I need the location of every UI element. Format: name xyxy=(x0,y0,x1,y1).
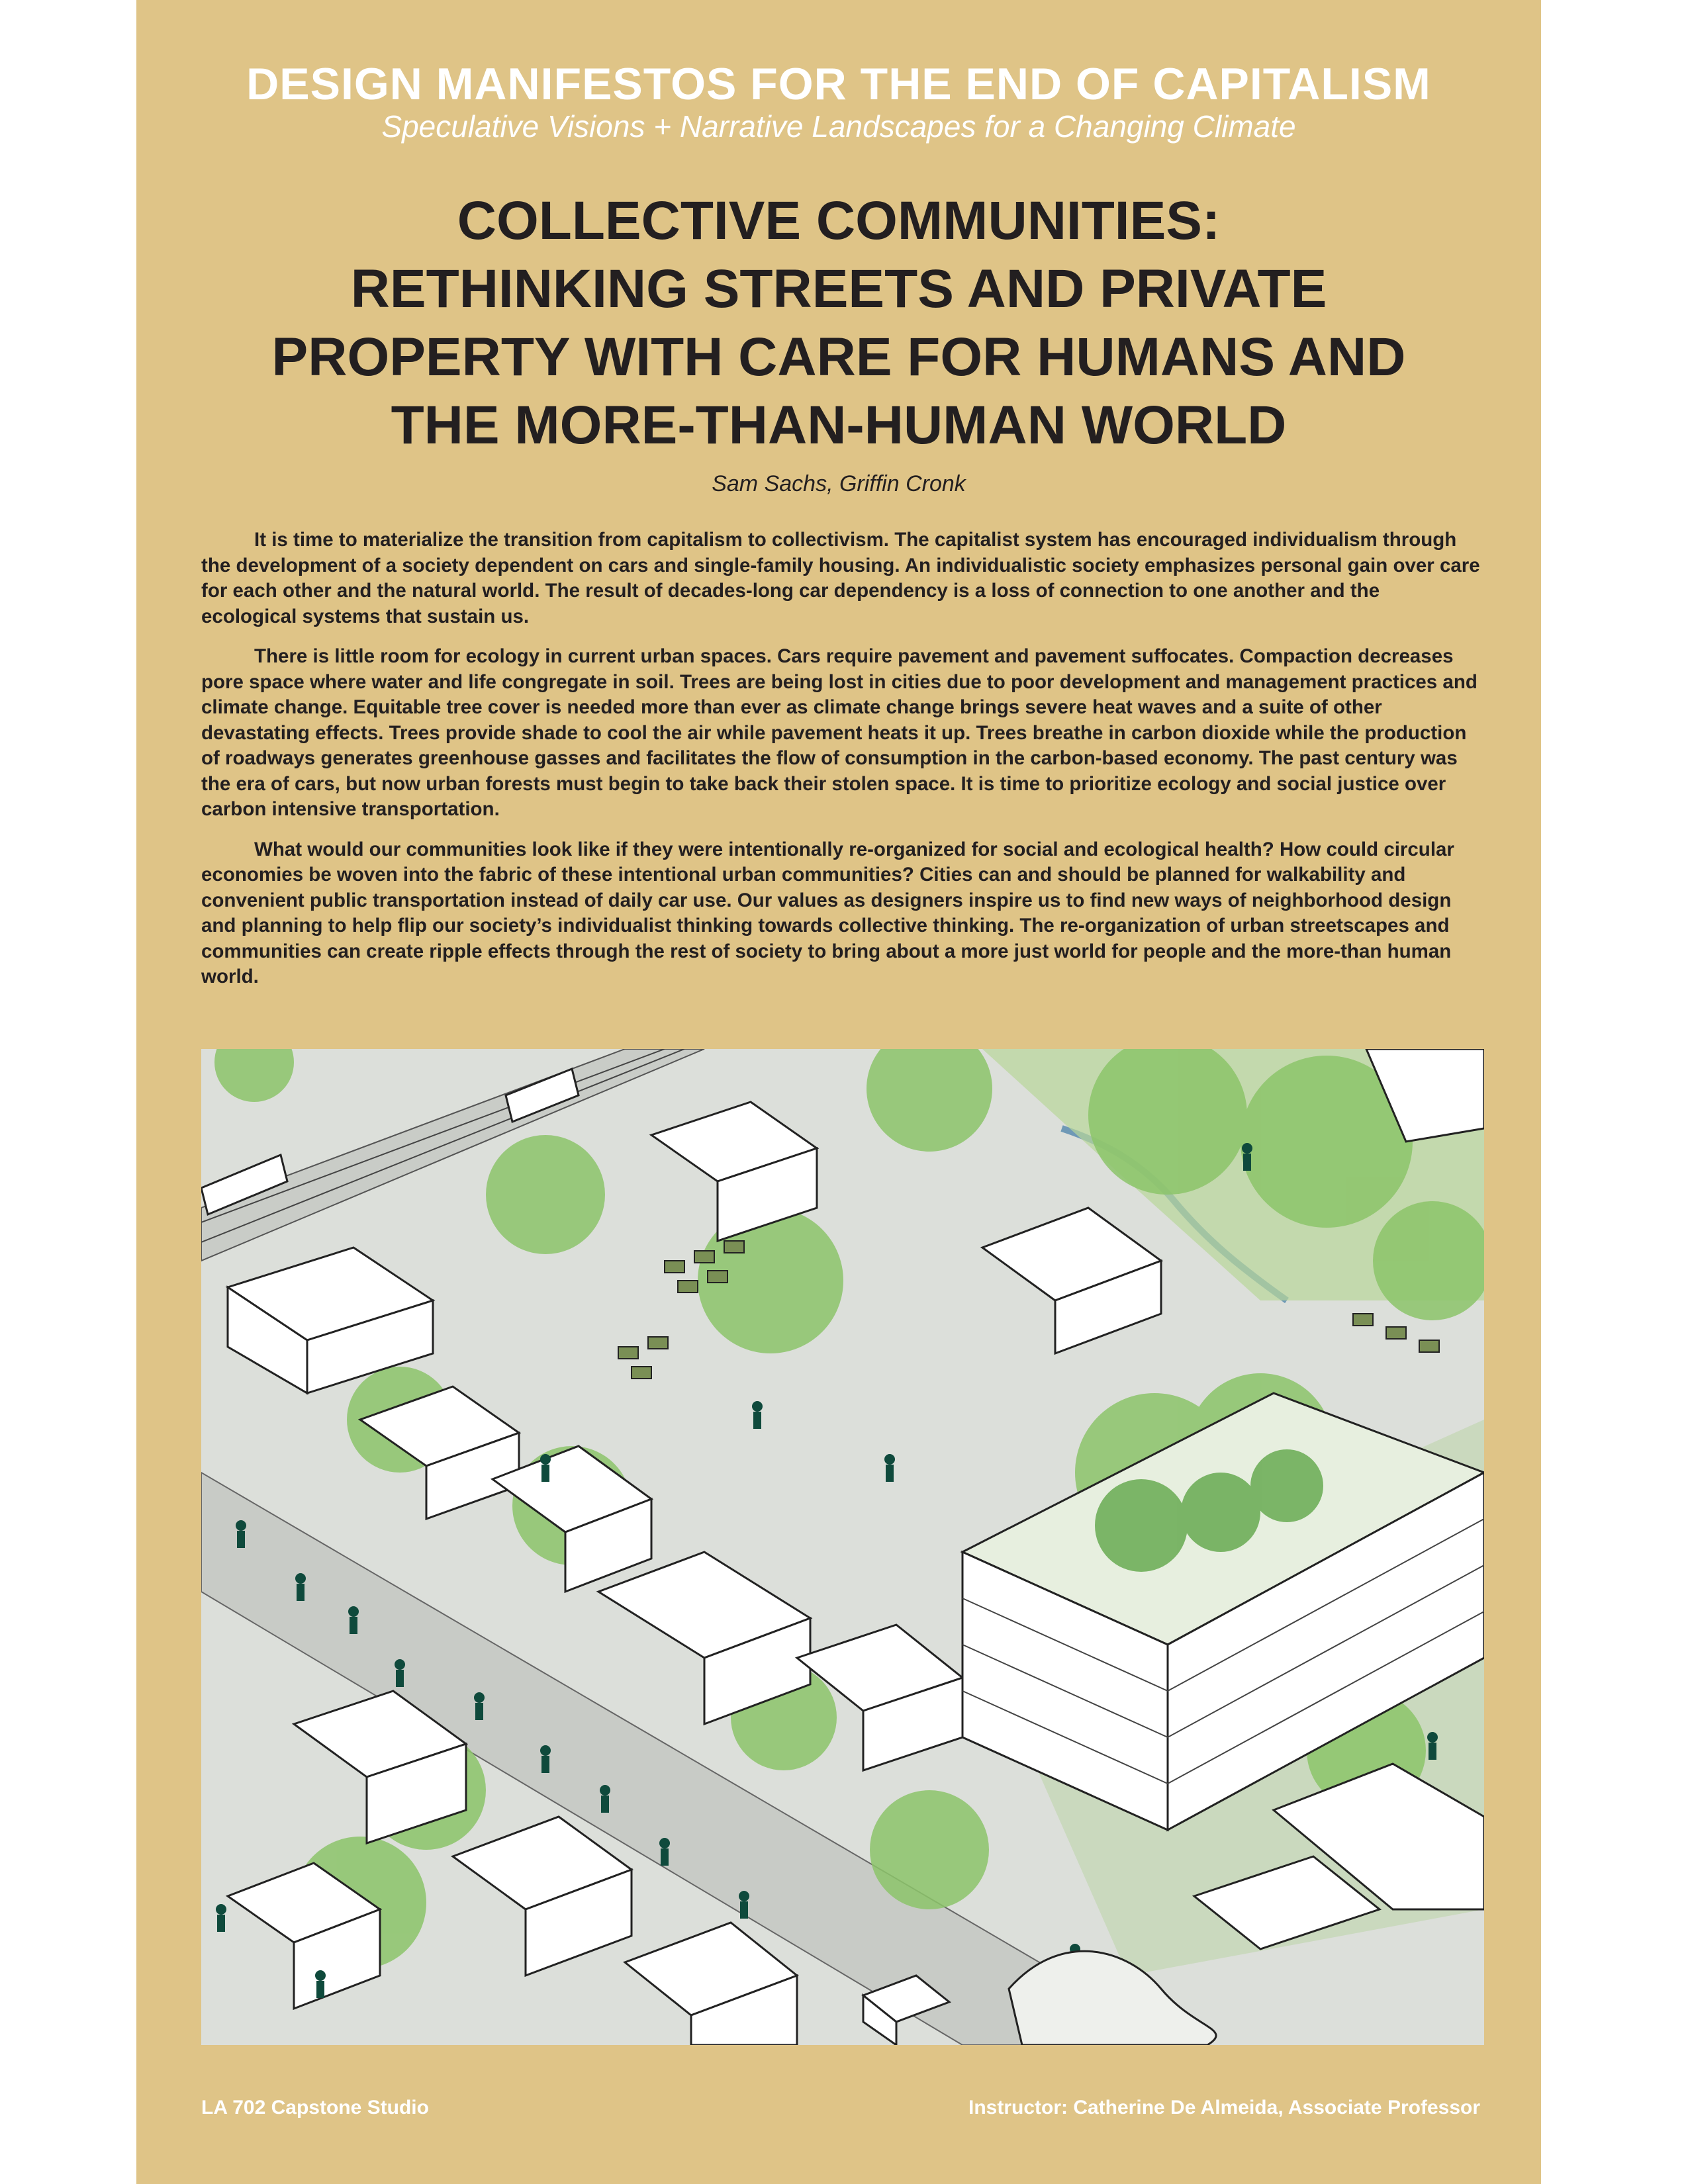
title-line: PROPERTY WITH CARE FOR HUMANS AND xyxy=(271,327,1406,387)
title-line: COLLECTIVE COMMUNITIES: xyxy=(457,191,1221,251)
body-text xyxy=(201,527,1480,1005)
series-title: DESIGN MANIFESTOS FOR THE END OF CAPITALISM xyxy=(246,59,1431,109)
poster-title xyxy=(136,187,1541,459)
axonometric-illustration xyxy=(201,1049,1484,2045)
series-subtitle: Speculative Visions + Narrative Landscapes for a Changing Climate xyxy=(381,109,1296,144)
paragraph: There is little room for ecology in current urban spaces. Cars require pavement and pavement suffocates. Compaction decreases pore space where water and life congregate in soil. Trees are being lost in cities due to poor development and management practices and climate change. Equitable tree cover is needed more than ever as climate change brings severe heat waves and a suite of other devastating effects. Trees provide shade to cool the air while pavement heats it up. Trees breathe in carbon dioxide while the production of roadways generates greenhouse gasses and facilitates the flow of consumption in the carbon-based economy. The past century was the era of cars, but now urban forests must begin to take back their stolen space. It is time to prioritize ecology and social justice over carbon intensive transportation. xyxy=(201,645,1477,820)
paragraph: It is time to materialize the transition from capitalism to collectivism. The capitalist system has encouraged individualism through the development of a society dependent on cars and single-family housing. An individualistic society emphasizes personal gain over care for each other and the natural world. The result of decades-long car dependency is a loss of connection to one another and the ecological systems that sustain us. xyxy=(201,529,1480,627)
title-line: THE MORE-THAN-HUMAN WORLD xyxy=(391,395,1287,455)
paragraph: What would our communities look like if they were intentionally re-organized for social and ecological health? How could circular economies be woven into the fabric of these intentional urban communities? Cities can and should be planned for walkability and convenient public transportation instead of daily car use. Our values as designers inspire us to find new ways of neighborhood design and planning to help flip our society’s individualist thinking towards collective thinking. The re-organization of urban streetscapes and communities can create ripple effects through the rest of society to bring about a more just world for people and the more-than human world. xyxy=(201,838,1454,987)
title-line: RETHINKING STREETS AND PRIVATE xyxy=(350,259,1327,319)
instructor-label: Instructor: Catherine De Almeida, Associate Professor xyxy=(968,2097,1480,2118)
poster xyxy=(136,0,1541,2184)
course-label: LA 702 Capstone Studio xyxy=(201,2097,429,2118)
authors: Sam Sachs, Griffin Cronk xyxy=(712,471,966,496)
